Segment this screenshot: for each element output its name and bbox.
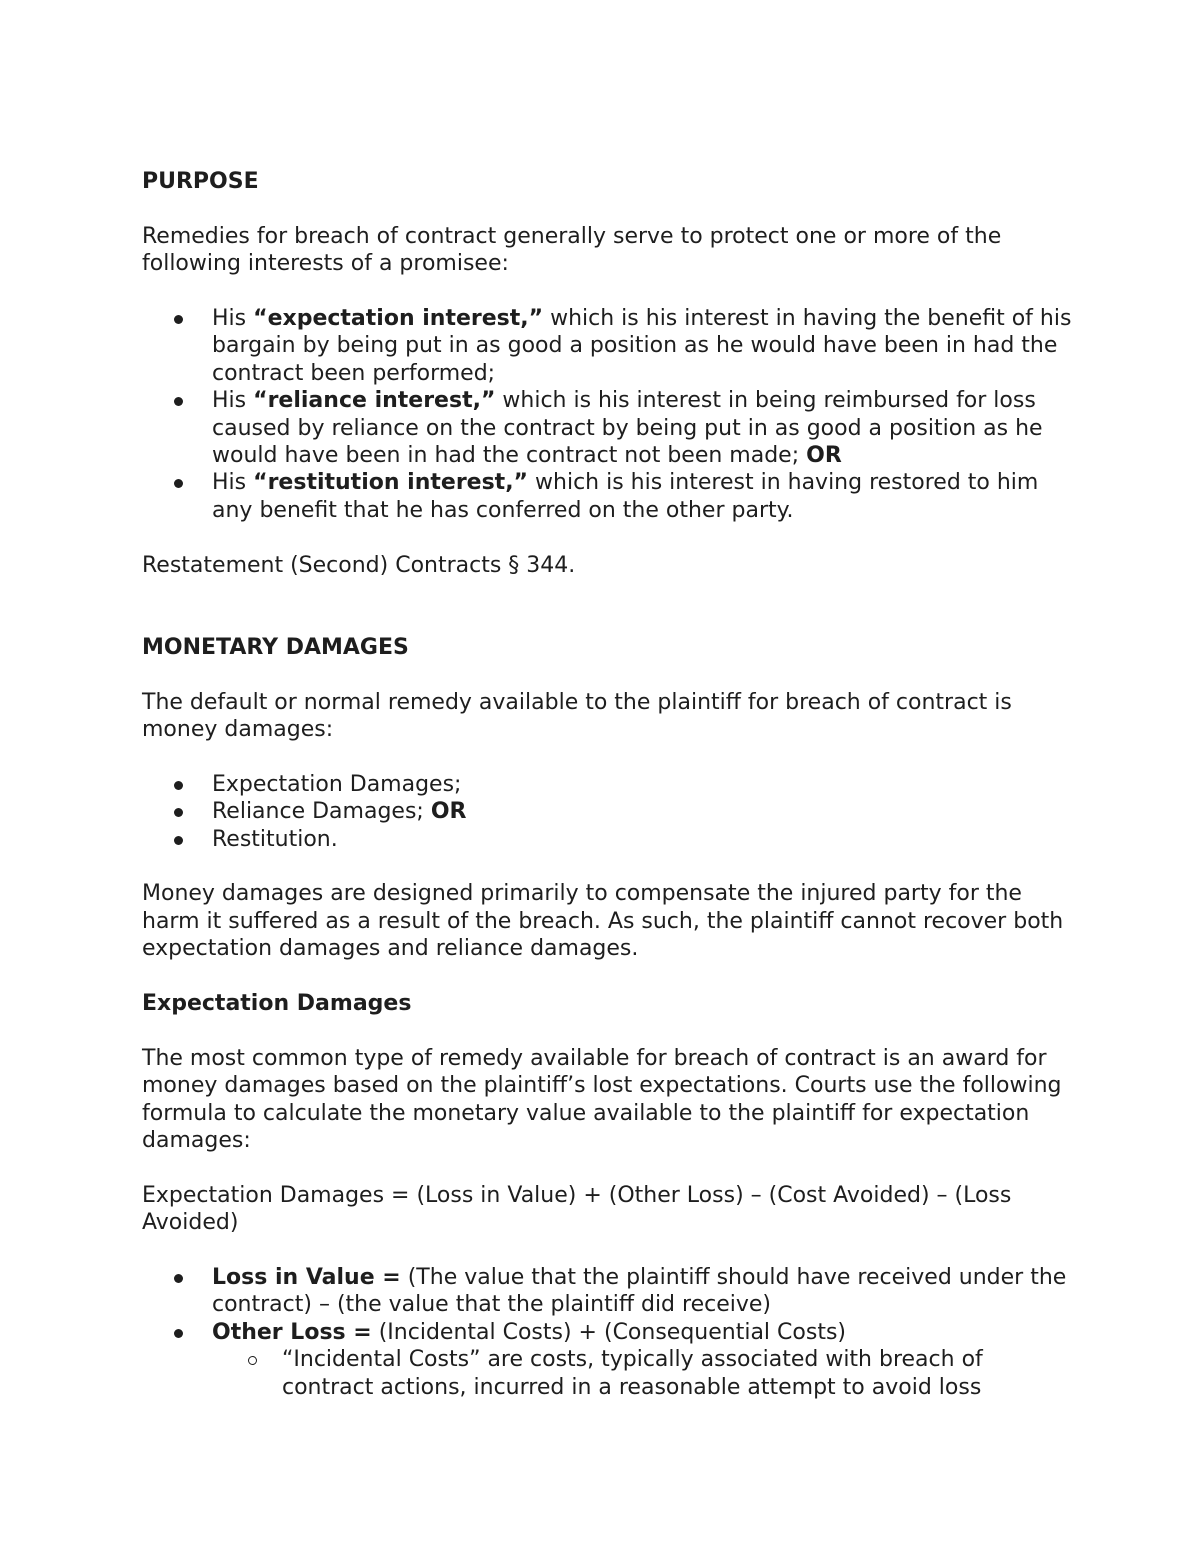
expectation-damages-heading: Expectation Damages	[142, 991, 412, 1017]
formula-terms-list	[142, 1264, 1072, 1401]
list-item-expectation-damages: Expectation Damages;	[142, 771, 1072, 798]
list-item-other-loss: Other Loss = (Incidental Costs) + (Consequential Costs) “Incidental Costs” are costs, typically associated with breach of contract actions, incurred in a reasonable attempt to avoid loss	[142, 1319, 1072, 1401]
expectation-intro: The most common type of remedy available for breach of contract is an award for money damages based on the plaintiff’s lost expectations. Courts use the following formula to calculate the monetary value available to the plaintiff for expectation damages:	[142, 1045, 1062, 1154]
interest-list	[142, 305, 1072, 524]
purpose-heading: PURPOSE	[142, 169, 259, 194]
list-item-restitution-interest: His “restitution interest,” which is his interest in having restored to him any benefit that he has conferred on the other party.	[142, 469, 1072, 524]
purpose-intro: Remedies for breach of contract generally serve to protect one or more of the following interests of a promisee:	[142, 223, 1002, 277]
document-body	[142, 168, 1072, 1429]
other-loss-sublist	[212, 1346, 1072, 1401]
list-item-reliance-damages: Reliance Damages; OR	[142, 798, 1072, 825]
sub-item-incidental-costs: “Incidental Costs” are costs, typically associated with breach of contract actions, incurred in a reasonable attempt to avoid loss	[212, 1346, 1072, 1401]
expectation-formula: Expectation Damages = (Loss in Value) + (Other Loss) – (Cost Avoided) – (Loss Avoided)	[142, 1182, 1012, 1236]
money-damages-paragraph: Money damages are designed primarily to compensate the injured party for the harm it suffered as a result of the breach. As such, the plaintiff cannot recover both expectation damages and reliance damages.	[142, 881, 1064, 962]
restatement-citation: Restatement (Second) Contracts § 344.	[142, 552, 576, 578]
list-item-expectation-interest: His “expectation interest,” which is his interest in having the benefit of his bargain by being put in as good a position as he would have been in had the contract been performed;	[142, 305, 1072, 387]
monetary-damages-heading: MONETARY DAMAGES	[142, 634, 409, 660]
damages-type-list	[142, 771, 1072, 853]
monetary-intro: The default or normal remedy available to the plaintiff for breach of contract is money damages:	[142, 689, 1012, 743]
list-item-loss-in-value: Loss in Value = (The value that the plaintiff should have received under the contract) – (the value that the plaintiff did receive)	[142, 1264, 1072, 1319]
list-item-reliance-interest: His “reliance interest,” which is his interest in being reimbursed for loss caused by reliance on the contract by being put in as good a position as he would have been in had the contract not been made; OR	[142, 387, 1072, 469]
list-item-restitution: Restitution.	[142, 826, 1072, 853]
